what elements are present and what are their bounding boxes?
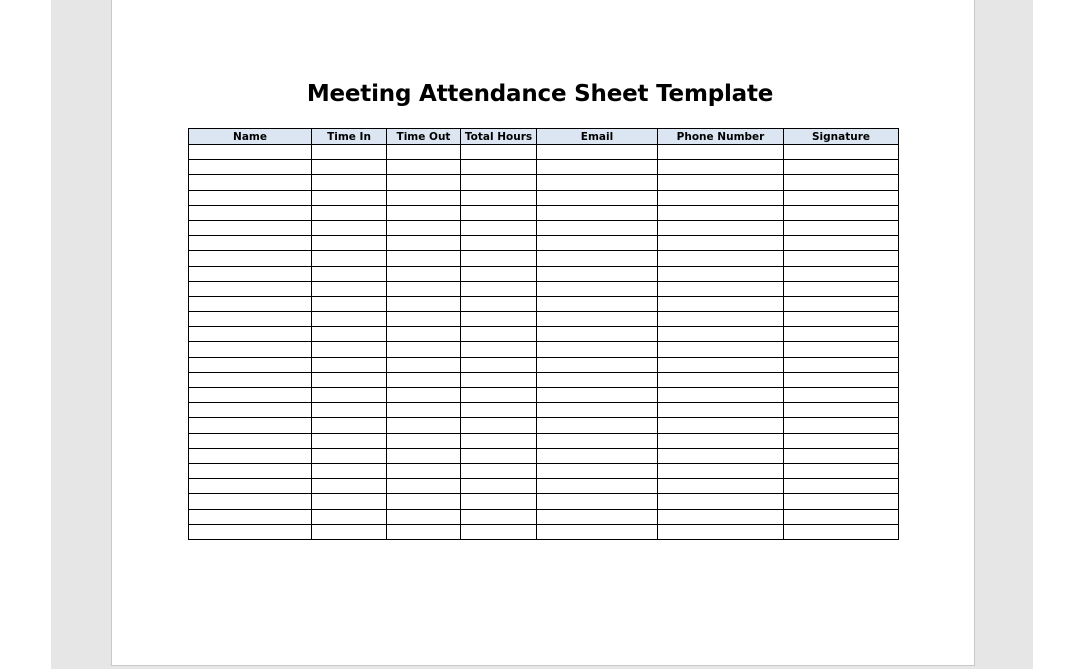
table-cell[interactable] xyxy=(461,524,537,539)
table-cell[interactable] xyxy=(189,236,312,251)
table-cell[interactable] xyxy=(784,494,899,509)
table-row xyxy=(189,296,899,311)
table-row xyxy=(189,281,899,296)
table-row xyxy=(189,205,899,220)
table-cell[interactable] xyxy=(461,236,537,251)
table-cell[interactable] xyxy=(189,357,312,372)
table-cell[interactable] xyxy=(658,236,784,251)
table-cell[interactable] xyxy=(461,160,537,175)
table-row xyxy=(189,524,899,539)
table-cell[interactable] xyxy=(189,509,312,524)
table-row xyxy=(189,494,899,509)
table-cell[interactable] xyxy=(461,433,537,448)
table-cell[interactable] xyxy=(658,296,784,311)
table-cell[interactable] xyxy=(784,190,899,205)
table-cell[interactable] xyxy=(312,145,387,160)
table-cell[interactable] xyxy=(537,327,658,342)
table-cell[interactable] xyxy=(784,403,899,418)
table-cell[interactable] xyxy=(461,494,537,509)
table-cell[interactable] xyxy=(387,509,461,524)
table-cell[interactable] xyxy=(537,494,658,509)
table-cell[interactable] xyxy=(312,372,387,387)
table-cell[interactable] xyxy=(312,494,387,509)
table-cell[interactable] xyxy=(537,236,658,251)
table-cell[interactable] xyxy=(189,190,312,205)
table-cell[interactable] xyxy=(537,145,658,160)
table-cell[interactable] xyxy=(387,160,461,175)
table-cell[interactable] xyxy=(537,524,658,539)
table-cell[interactable] xyxy=(658,494,784,509)
column-header-phone-number: Phone Number xyxy=(658,129,784,145)
attendance-table xyxy=(188,128,899,540)
table-cell[interactable] xyxy=(537,479,658,494)
table-cell[interactable] xyxy=(387,403,461,418)
table-cell[interactable] xyxy=(189,145,312,160)
table-cell[interactable] xyxy=(461,357,537,372)
table-cell[interactable] xyxy=(537,312,658,327)
table-row xyxy=(189,251,899,266)
table-cell[interactable] xyxy=(189,372,312,387)
table-cell[interactable] xyxy=(387,463,461,478)
table-body xyxy=(189,145,899,540)
table-cell[interactable] xyxy=(312,479,387,494)
table-cell[interactable] xyxy=(189,296,312,311)
table-cell[interactable] xyxy=(658,205,784,220)
table-cell[interactable] xyxy=(312,266,387,281)
table-cell[interactable] xyxy=(312,403,387,418)
column-header-name: Name xyxy=(189,129,312,145)
table-cell[interactable] xyxy=(387,418,461,433)
table-row xyxy=(189,372,899,387)
table-cell[interactable] xyxy=(312,463,387,478)
table-cell[interactable] xyxy=(784,509,899,524)
table-cell[interactable] xyxy=(537,175,658,190)
table-cell[interactable] xyxy=(387,357,461,372)
table-cell[interactable] xyxy=(387,327,461,342)
table-cell[interactable] xyxy=(658,524,784,539)
table-row xyxy=(189,403,899,418)
table-cell[interactable] xyxy=(461,312,537,327)
table-cell[interactable] xyxy=(537,281,658,296)
table-cell[interactable] xyxy=(189,463,312,478)
table-cell[interactable] xyxy=(658,160,784,175)
table-cell[interactable] xyxy=(658,509,784,524)
table-cell[interactable] xyxy=(312,205,387,220)
table-row xyxy=(189,342,899,357)
table-row xyxy=(189,509,899,524)
table-cell[interactable] xyxy=(461,296,537,311)
table-cell[interactable] xyxy=(189,312,312,327)
table-cell[interactable] xyxy=(658,433,784,448)
table-cell[interactable] xyxy=(189,479,312,494)
table-cell[interactable] xyxy=(189,175,312,190)
table-row xyxy=(189,160,899,175)
table-cell[interactable] xyxy=(312,327,387,342)
table-cell[interactable] xyxy=(461,448,537,463)
table-cell[interactable] xyxy=(461,205,537,220)
table-cell[interactable] xyxy=(387,433,461,448)
table-cell[interactable] xyxy=(461,463,537,478)
table-cell[interactable] xyxy=(461,281,537,296)
table-cell[interactable] xyxy=(784,251,899,266)
table-cell[interactable] xyxy=(312,418,387,433)
table-cell[interactable] xyxy=(537,418,658,433)
table-cell[interactable] xyxy=(784,479,899,494)
table-cell[interactable] xyxy=(461,342,537,357)
table-cell[interactable] xyxy=(312,357,387,372)
table-cell[interactable] xyxy=(387,251,461,266)
header-row xyxy=(189,129,899,145)
table-cell[interactable] xyxy=(312,190,387,205)
table-cell[interactable] xyxy=(312,509,387,524)
table-cell[interactable] xyxy=(784,388,899,403)
table-cell[interactable] xyxy=(387,494,461,509)
table-row xyxy=(189,433,899,448)
table-row xyxy=(189,463,899,478)
table-cell[interactable] xyxy=(784,433,899,448)
table-row xyxy=(189,220,899,235)
table-header xyxy=(189,129,899,145)
table-cell[interactable] xyxy=(387,281,461,296)
table-cell[interactable] xyxy=(387,236,461,251)
table-cell[interactable] xyxy=(537,266,658,281)
table-cell[interactable] xyxy=(461,509,537,524)
table-cell[interactable] xyxy=(784,312,899,327)
table-cell[interactable] xyxy=(312,388,387,403)
table-cell[interactable] xyxy=(312,433,387,448)
table-cell[interactable] xyxy=(537,342,658,357)
table-cell[interactable] xyxy=(658,145,784,160)
table-cell[interactable] xyxy=(784,448,899,463)
table-cell[interactable] xyxy=(189,281,312,296)
table-cell[interactable] xyxy=(312,296,387,311)
table-cell[interactable] xyxy=(189,433,312,448)
table-cell[interactable] xyxy=(189,524,312,539)
table-cell[interactable] xyxy=(784,160,899,175)
table-cell[interactable] xyxy=(537,251,658,266)
table-cell[interactable] xyxy=(312,448,387,463)
column-header-email: Email xyxy=(537,129,658,145)
table-cell[interactable] xyxy=(537,296,658,311)
table-cell[interactable] xyxy=(537,433,658,448)
table-cell[interactable] xyxy=(387,266,461,281)
table-cell[interactable] xyxy=(461,327,537,342)
table-cell[interactable] xyxy=(387,296,461,311)
table-cell[interactable] xyxy=(189,266,312,281)
table-cell[interactable] xyxy=(537,509,658,524)
table-cell[interactable] xyxy=(312,281,387,296)
table-cell[interactable] xyxy=(461,403,537,418)
table-row xyxy=(189,266,899,281)
table-cell[interactable] xyxy=(784,205,899,220)
table-cell[interactable] xyxy=(658,479,784,494)
table-cell[interactable] xyxy=(387,388,461,403)
table-cell[interactable] xyxy=(537,190,658,205)
table-cell[interactable] xyxy=(537,220,658,235)
table-cell[interactable] xyxy=(537,160,658,175)
table-cell[interactable] xyxy=(312,220,387,235)
table-row xyxy=(189,190,899,205)
table-cell[interactable] xyxy=(387,205,461,220)
table-cell[interactable] xyxy=(461,479,537,494)
table-cell[interactable] xyxy=(461,145,537,160)
table-cell[interactable] xyxy=(312,524,387,539)
table-row xyxy=(189,418,899,433)
table-cell[interactable] xyxy=(784,236,899,251)
table-cell[interactable] xyxy=(189,327,312,342)
table-cell[interactable] xyxy=(658,281,784,296)
table-cell[interactable] xyxy=(189,251,312,266)
column-header-total-hours: Total Hours xyxy=(461,129,537,145)
table-cell[interactable] xyxy=(784,418,899,433)
table-cell[interactable] xyxy=(784,296,899,311)
table-cell[interactable] xyxy=(461,190,537,205)
table-row xyxy=(189,479,899,494)
table-cell[interactable] xyxy=(537,205,658,220)
table-cell[interactable] xyxy=(784,145,899,160)
table-cell[interactable] xyxy=(387,220,461,235)
table-cell[interactable] xyxy=(537,388,658,403)
table-cell[interactable] xyxy=(387,448,461,463)
table-cell[interactable] xyxy=(658,251,784,266)
table-cell[interactable] xyxy=(784,266,899,281)
table-cell[interactable] xyxy=(189,160,312,175)
table-cell[interactable] xyxy=(312,236,387,251)
table-cell[interactable] xyxy=(387,479,461,494)
table-cell[interactable] xyxy=(658,220,784,235)
table-cell[interactable] xyxy=(658,372,784,387)
table-cell[interactable] xyxy=(658,190,784,205)
table-row xyxy=(189,448,899,463)
table-cell[interactable] xyxy=(461,220,537,235)
table-cell[interactable] xyxy=(784,327,899,342)
table-cell[interactable] xyxy=(312,160,387,175)
table-cell[interactable] xyxy=(784,357,899,372)
table-cell[interactable] xyxy=(387,190,461,205)
column-header-time-in: Time In xyxy=(312,129,387,145)
table-cell[interactable] xyxy=(461,266,537,281)
table-cell[interactable] xyxy=(784,281,899,296)
table-cell[interactable] xyxy=(387,312,461,327)
table-cell[interactable] xyxy=(189,205,312,220)
table-cell[interactable] xyxy=(312,251,387,266)
table-cell[interactable] xyxy=(658,388,784,403)
table-cell[interactable] xyxy=(461,372,537,387)
table-row xyxy=(189,357,899,372)
table-cell[interactable] xyxy=(658,463,784,478)
table-row xyxy=(189,327,899,342)
table-row xyxy=(189,236,899,251)
table-cell[interactable] xyxy=(537,357,658,372)
table-cell[interactable] xyxy=(658,175,784,190)
table-cell[interactable] xyxy=(658,357,784,372)
table-cell[interactable] xyxy=(189,403,312,418)
table-cell[interactable] xyxy=(658,312,784,327)
table-cell[interactable] xyxy=(189,342,312,357)
table-cell[interactable] xyxy=(461,251,537,266)
table-cell[interactable] xyxy=(312,312,387,327)
table-cell[interactable] xyxy=(387,372,461,387)
table-cell[interactable] xyxy=(461,418,537,433)
table-cell[interactable] xyxy=(189,388,312,403)
table-cell[interactable] xyxy=(658,403,784,418)
table-cell[interactable] xyxy=(658,327,784,342)
table-cell[interactable] xyxy=(461,175,537,190)
table-cell[interactable] xyxy=(189,448,312,463)
table-cell[interactable] xyxy=(461,388,537,403)
table-cell[interactable] xyxy=(784,220,899,235)
table-cell[interactable] xyxy=(537,403,658,418)
table-row xyxy=(189,175,899,190)
table-cell[interactable] xyxy=(189,418,312,433)
column-header-signature: Signature xyxy=(784,129,899,145)
table-row xyxy=(189,312,899,327)
table-row xyxy=(189,388,899,403)
table-cell[interactable] xyxy=(658,418,784,433)
table-cell[interactable] xyxy=(189,494,312,509)
table-cell[interactable] xyxy=(784,175,899,190)
document-title: Meeting Attendance Sheet Template xyxy=(306,81,774,107)
table-cell[interactable] xyxy=(387,145,461,160)
table-cell[interactable] xyxy=(537,448,658,463)
table-cell[interactable] xyxy=(387,175,461,190)
table-cell[interactable] xyxy=(784,524,899,539)
column-header-time-out: Time Out xyxy=(387,129,461,145)
table-cell[interactable] xyxy=(784,463,899,478)
table-cell[interactable] xyxy=(312,342,387,357)
table-cell[interactable] xyxy=(784,372,899,387)
table-cell[interactable] xyxy=(537,463,658,478)
table-cell[interactable] xyxy=(658,342,784,357)
table-cell[interactable] xyxy=(312,175,387,190)
table-cell[interactable] xyxy=(658,448,784,463)
table-cell[interactable] xyxy=(189,220,312,235)
table-cell[interactable] xyxy=(784,342,899,357)
table-cell[interactable] xyxy=(658,266,784,281)
table-cell[interactable] xyxy=(537,372,658,387)
table-cell[interactable] xyxy=(387,342,461,357)
table-cell[interactable] xyxy=(387,524,461,539)
table-row xyxy=(189,145,899,160)
